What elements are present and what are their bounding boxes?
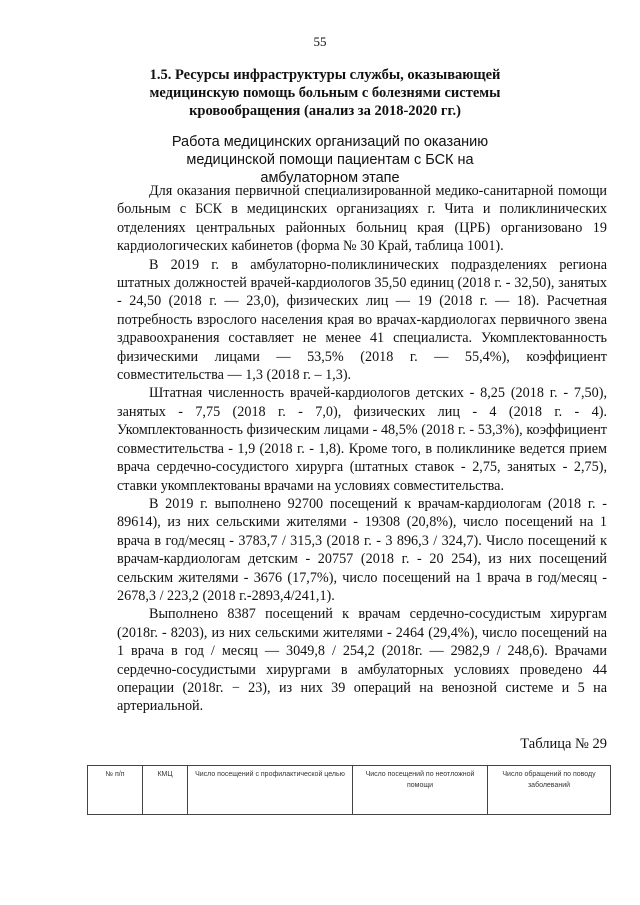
paragraph: Для оказания первичной специализированной медико-санитарной помощи больным с БСК в медицинских организациях г. Чита и поликлинических отделениях центральных районных больниц края (ЦРБ) организовано 19 кардиологических кабинетов (форма № 30 Край, таблица 1001). bbox=[117, 183, 607, 255]
section-title: 1.5. Ресурсы инфраструктуры службы, оказывающей медицинскую помощь больным с болезнями системы кровообращения (анализ за 2018-2020 гг.) bbox=[149, 67, 501, 119]
paragraph: В 2019 г. выполнено 92700 посещений к врачам-кардиологам (2018 г. - 89614), из них сельскими жителями - 19308 (20,8%), число посещений на 1 врача в год/месяц - 3783,7 / 315,3 (2018 г. - 3 896,3 / 324,7). Число посещений к врачам-кардиологам детским - 20757 (2018 г. - 20 254), из них посещений сельским жителями - 3676 (17,7%), число посещений на 1 врача в год/месяц - 2678,3 / 223,2 (2018 г.-2893,4/241,1). bbox=[117, 495, 607, 604]
table-header-cell: КМЦ bbox=[143, 766, 188, 815]
table-header-cell: Число посещений по неотложной помощи bbox=[353, 766, 488, 815]
table-header-cell: № п/п bbox=[88, 766, 143, 815]
section-subtitle: Работа медицинских организаций по оказанию медицинской помощи пациентам с БСК на амбулаторном этапе bbox=[171, 134, 489, 186]
paragraph: Штатная численность врачей-кардиологов детских - 8,25 (2018 г. - 7,50), занятых - 7,75 (2018 г. - 7,0), физических лиц - 4 (2018 г. - 4). Укомплектованность физическим лицами - 48,5% (2018 г. - 53,3%), коэффициент совместительства - 1,9 (2018 г. - 1,8). Кроме того, в поликлинике ведется прием врача сердечно-сосудистого хирурга (штатных ставок - 2,75, занятых - 2,75), ставки укомплектованы врачами на условиях совместительства. bbox=[117, 385, 607, 494]
data-table bbox=[87, 765, 611, 815]
table-header-row bbox=[88, 766, 611, 815]
page-number: 55 bbox=[313, 34, 327, 49]
paragraph: В 2019 г. в амбулаторно-поликлинических подразделениях региона штатных должностей врачей-кардиологов 35,50 единиц (2018 г. - 32,50), занятых - 24,50 (2018 г. — 23,0), физических лиц — 19 (2018 г. — 18). Расчетная потребность взрослого населения края во врачах-кардиологах первичного звена здравоохранения составляет не менее 41 специалиста. Укомплектованность физическими лицами — 53,5% (2018 г. — 55,4%), коэффициент совместительства — 1,3 (2018 г. – 1,3). bbox=[117, 256, 607, 384]
table-header-cell: Число посещений с профилактической целью bbox=[188, 766, 353, 815]
paragraph: Выполнено 8387 посещений к врачам сердечно-сосудистым хирургам (2018г. - 8203), из них сельскими жителями - 2464 (29,4%), число посещений на 1 врача в год / месяц — 3049,8 / 254,2 (2018г. — 2982,9 / 248,6). Врачами сердечно-сосудистыми хирургами в амбулаторных условиях проведено 44 операции (2018г. − 23), из них 39 операций на венозной системе и 5 на артериальной. bbox=[117, 606, 607, 715]
table-caption: Таблица № 29 bbox=[520, 736, 607, 752]
body-text bbox=[117, 182, 607, 716]
table-header-cell: Число обращений по поводу заболеваний bbox=[488, 766, 611, 815]
